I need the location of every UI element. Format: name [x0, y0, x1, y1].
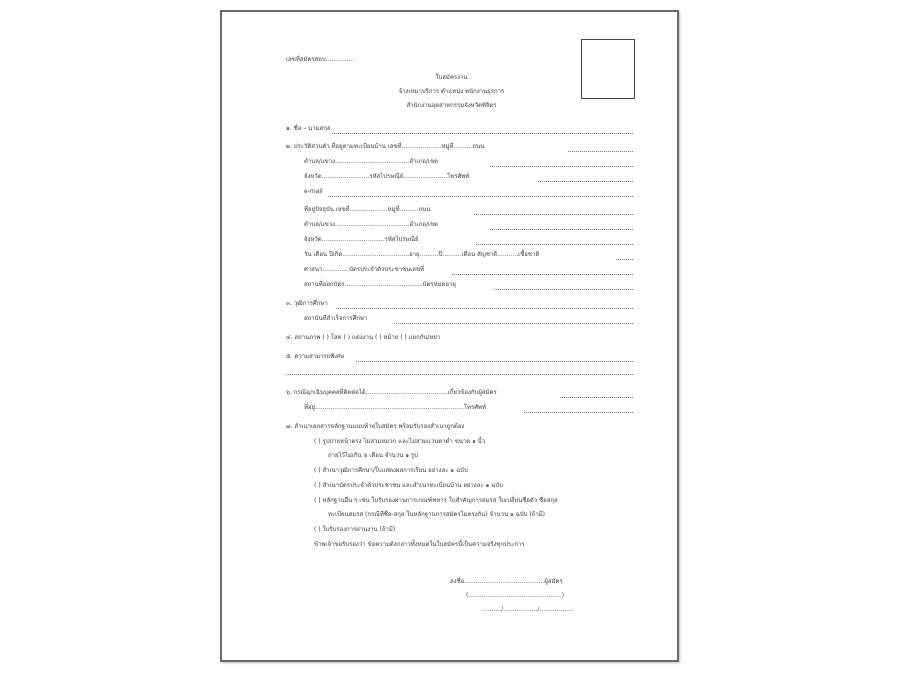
form-line: สถานที่ออกบัตร.........................................บัตรหมดอายุ	[304, 281, 456, 288]
form-line: ๒. ประวัติส่วนตัว ที่อยู่ตามทะเบียนบ้าน เลขที่.....................หมู่ที่..........ถนน	[286, 143, 485, 150]
form-line: จังหวัด.................................รหัสไปรษณีย์	[304, 236, 419, 243]
form-line: ตำบล/แขวง.......................................อำเภอ/เขต	[304, 221, 439, 228]
form-subtitle: จ้างเหมาบริการ ตำแหน่ง พนักงานธุรการ	[398, 88, 505, 95]
form-line: ๕. ความสามารถพิเศษ	[286, 353, 345, 360]
form-line: ๖. กรณีฉุกเฉินบุคคลที่ติดต่อได้...........................................เกี่ยวข้องกับผู้สมัคร	[286, 389, 497, 396]
form-line: ( ) รูปถ่ายหน้าตรง ไม่สวมหมวก และไม่สวมแว่นตาดำ ขนาด ๑ นิ้ว	[314, 438, 486, 445]
exam-number: เลขที่สมัครสอบ...............	[286, 56, 355, 63]
form-line: ตำบล/แขวง.......................................อำเภอ/เขต	[304, 158, 439, 165]
form-line: จังหวัด.........................รหัสไปรษณีย์.......................โทรศัพท์	[304, 173, 470, 180]
form-line: ( ) ใบรับรองการผ่านงาน (ถ้ามี)	[314, 526, 396, 533]
form-line: ( ) สำเนาบัตรประจำตัวประชาชน และสำเนาทะเบียนบ้าน อย่างละ ๑ ฉบับ	[314, 482, 503, 489]
form-line: ศาสนา..............บัตรประจำตัวประชาชนเลขที่	[304, 266, 424, 273]
form-line: ๑. ชื่อ – นามสกุล	[286, 125, 331, 132]
form-line: ๓. วุฒิการศึกษา	[286, 300, 328, 307]
form-line: สถาบันที่สำเร็จการศึกษา	[304, 315, 368, 322]
form-line: ถ่ายไว้ไม่เกิน ๖ เดือน จำนวน ๑ รูป	[328, 452, 418, 459]
form-line: ๗. สำเนาเอกสารหลักฐานแนบท้ายใบสมัคร พร้อมรับรองสำเนาถูกต้อง	[286, 423, 465, 430]
form-line: ๔. สถานภาพ ( ) โสด ( ) แต่งงาน ( ) หม้าย ( ) แยกกัน/หย่า	[286, 334, 441, 341]
form-line: ข้าพเจ้าขอรับรองว่า ข้อความดังกล่าวทั้งหมดในใบสมัครนี้เป็นความจริงทุกประการ	[314, 541, 525, 548]
signature-line: ลงชื่อ..........................................ผู้สมัคร	[450, 578, 563, 585]
form-line: ที่อยู่..............................................................................โทรศัพท์	[304, 404, 486, 411]
application-form-page	[220, 10, 679, 662]
form-office: สำนักงานอุตสาหกรรมจังหวัดพิจิตร	[406, 102, 497, 109]
form-title: ใบสมัครงาน	[435, 74, 468, 81]
form-line: วัน เดือน ปีเกิด...................................อายุ..........ปี..........เดือน สัญชาติ...........เชื้อชาติ	[304, 251, 540, 258]
signature-date: ........../................../..................	[482, 606, 574, 613]
form-line: ทะเบียนสมรส (กรณีที่ชื่อ-สกุล ในหลักฐานการสมัครไม่ตรงกัน) จำนวน ๑ ฉบับ (ถ้ามี)	[328, 511, 545, 518]
form-line: e-mail	[304, 188, 323, 195]
signature-name: (.................................................)	[466, 592, 565, 599]
form-line: ( ) หลักฐานอื่น ๆ เช่น ใบรับรองผ่านการเกณฑ์ทหาร ใบสำคัญการสมรส ใบเปลี่ยนชื่อตัว ชื่อสกุล	[314, 497, 558, 504]
form-line: ที่อยู่ปัจจุบัน เลขที่....................หมู่ที่..........ถนน	[304, 206, 431, 213]
form-line: ( ) สำเนาวุฒิการศึกษา/ใบแสดงผลการเรียน อย่างละ ๑ ฉบับ	[314, 467, 468, 474]
